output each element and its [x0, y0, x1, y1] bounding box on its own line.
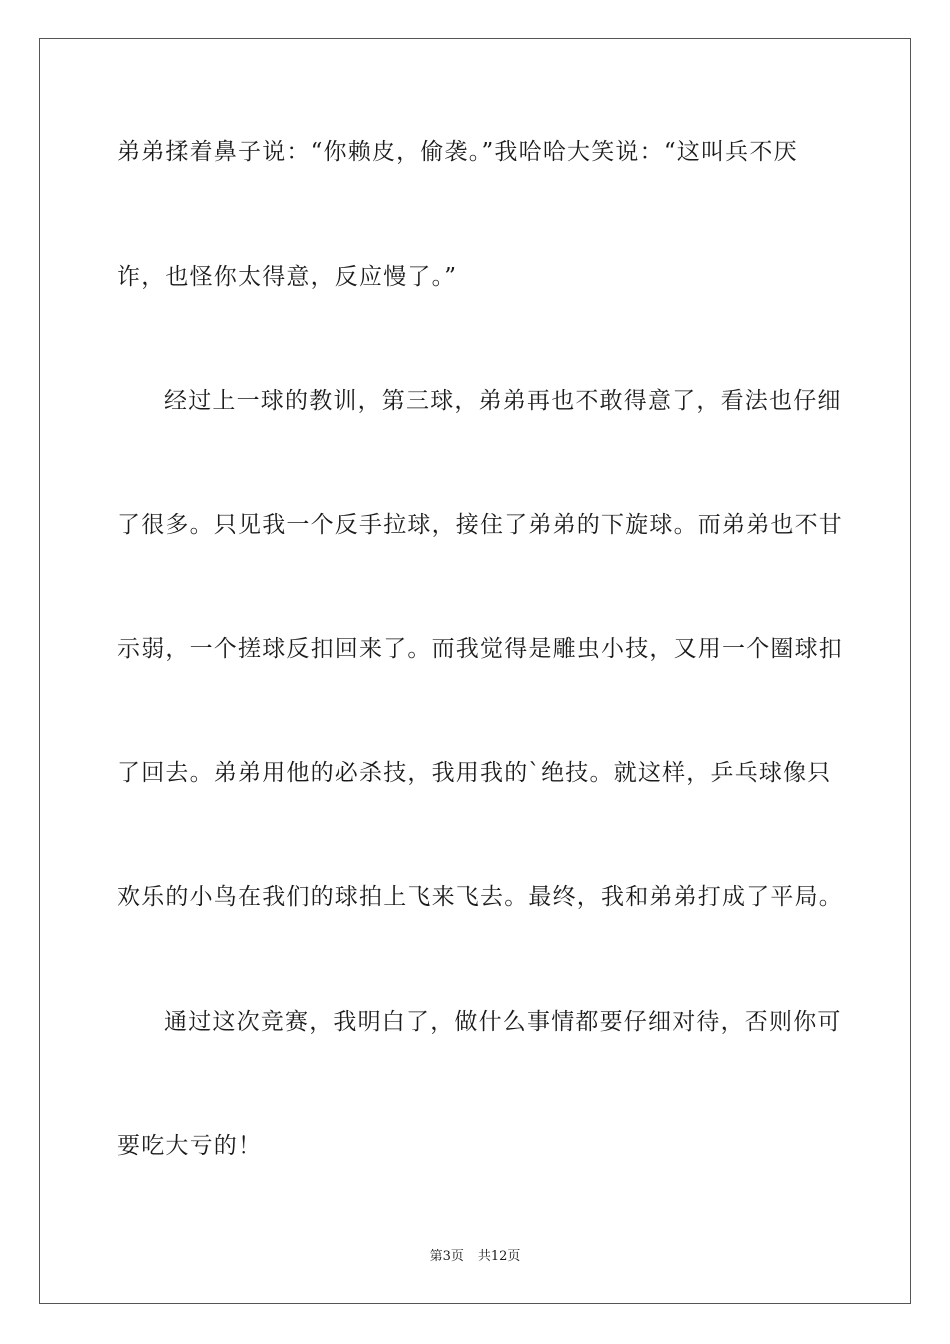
body-line-9: 要吃大亏的！: [117, 1133, 263, 1159]
body-line-4: 了很多。只见我一个反手拉球，接住了弟弟的下旋球。而弟弟也不甘: [117, 512, 843, 538]
page-number: 第3页: [429, 1249, 464, 1264]
page-total: 共12页: [477, 1249, 521, 1264]
body-line-2: 诈，也怪你太得意，反应慢了。”: [117, 264, 458, 290]
body-line-8: 通过这次竞赛，我明白了，做什么事情都要仔细对待，否则你可: [164, 1009, 842, 1035]
page-footer: [0, 1248, 950, 1266]
page-border: [39, 38, 911, 1304]
body-line-3: 经过上一球的教训，第三球，弟弟再也不敢得意了，看法也仔细: [164, 388, 842, 414]
body-line-6: 了回去。弟弟用他的必杀技，我用我的`绝技。就这样，乒乓球像只: [117, 760, 832, 786]
body-line-5: 示弱，一个搓球反扣回来了。而我觉得是雕虫小技，又用一个圈球扣: [117, 636, 843, 662]
body-line-1: 弟弟揉着鼻子说：“你赖皮，偷袭。”我哈哈大笑说：“这叫兵不厌: [117, 139, 798, 165]
body-line-7: 欢乐的小鸟在我们的球拍上飞来飞去。最终，我和弟弟打成了平局。: [117, 884, 843, 910]
